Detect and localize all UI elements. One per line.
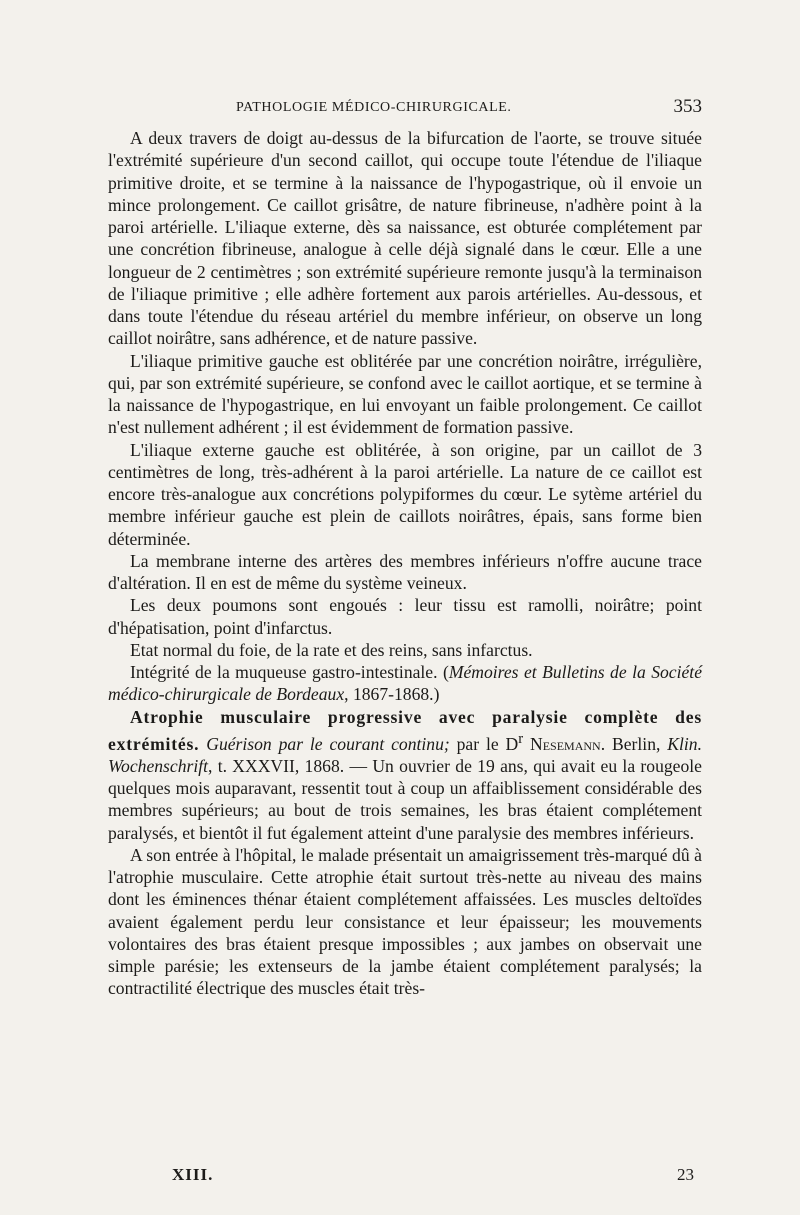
paragraph: Les deux poumons sont engoués : leur tissu est ramolli, noirâtre; point d'hépatisation, point d'infarctus. — [108, 595, 702, 638]
paragraph: L'iliaque externe gauche est oblitérée, à son origine, par un caillot de 3 centimètres de long, très-adhérent à la paroi artérielle. La nature de ce caillot est encore très-analogue aux concrétions polypiformes du cœur. Le sytème artériel du membre inférieur gauche est plein de caillots noirâtres, épais, sans forme bien déterminée. — [108, 439, 702, 549]
signature-mark: XIII. — [172, 1165, 214, 1184]
page-number: 353 — [673, 96, 702, 117]
page-header — [108, 98, 702, 120]
case-city: . Berlin, — [600, 733, 668, 754]
paragraph: A deux travers de doigt au-dessus de la bifurcation de l'aorte, se trouve située l'extrémité supérieure d'un second caillot, qui occupe toute l'étendue de l'iliaque primitive droite, et se termine à la naissance de l'hypogastrique, où il envoie un mince prolongement. Ce caillot grisâtre, de nature fibrineuse, n'adhère point à la paroi artérielle. L'iliaque externe, dès sa naissance, est obturée complétement par une concrétion fibrineuse, analogue à celle déjà signalé dans le cœur. Elle a une longueur de 2 centimètres ; son extrémité supérieure remonte jusqu'à la terminaison de l'iliaque primitive ; elle adhère fortement aux parois artérielles. Au-dessous, et dans toute l'étendue du réseau artériel du membre inférieur, on observe un long caillot noirâtre, sans adhérence, et de nature passive. — [108, 128, 702, 349]
case-subtitle: Guérison par le courant continu; — [206, 733, 450, 754]
sheet-number: 23 — [677, 1165, 694, 1184]
paragraph: A son entrée à l'hôpital, le malade présentait un amaigrissement très-marqué dû à l'atrophie musculaire. Cette atrophie était surtout très-nette au niveau des mains dont les éminences thénar étaient complétement affaissées. Les muscles deltoïdes avaient également perdu leur consistance et leur épaisseur; les mouvements volontaires des bras étaient presque impossibles ; aux jambes on observait une simple parésie; les extenseurs de la jambe étaient complétement paralysés; la contractilité électrique des muscles était très- — [108, 844, 702, 999]
case-title: Atrophie musculaire progressive avec paralysie complète des extrémités. — [108, 706, 702, 754]
citation-lead: Intégrité de la muqueuse gastro-intestinale. ( — [130, 662, 449, 682]
case-by: par le D — [449, 733, 519, 754]
paragraph: La membrane interne des artères des membres inférieurs n'offre aucune trace d'altération. Il en est de même du système veineux. — [108, 550, 702, 593]
running-title: PATHOLOGIE MÉDICO-CHIRURGICALE. — [236, 100, 512, 115]
paragraph-with-citation — [108, 661, 702, 706]
case-author: Nesemann — [530, 733, 601, 754]
paragraph: Etat normal du foie, de la rate et des reins, sans infarctus. — [130, 639, 533, 660]
paragraph: L'iliaque primitive gauche est oblitérée par une concrétion noirâtre, irrégulière, qui, par son extrémité supérieure, se confond avec le caillot aortique, et se termine à la naissance de l'hypogastrique, en lui envoyant un faible prolongement. Ce caillot n'est nullement adhérent ; il est évidemment de formation passive. — [108, 350, 702, 438]
citation-source: Mémoires et Bulletins de la Société médico-chirurgicale de Bordeaux — [108, 662, 702, 705]
case-body: , t. XXXVII, 1868. — Un ouvrier de 19 ans, qui avait eu la rougeole quelques mois auparavant, ressentit tout à coup un affaiblissement considérable des membres supérieurs; au bout de trois semaines, les bras étaient complétement paralysés, et bientôt il fut également atteint d'une paralysie des membres inférieurs. — [108, 755, 702, 843]
case-dr-superscript: r — [518, 730, 524, 747]
case-journal: Klin. Wochenschrift — [108, 733, 702, 776]
case-report-paragraph — [108, 706, 702, 844]
body-text — [108, 127, 702, 1000]
citation-tail: , 1867-1868.) — [344, 684, 440, 705]
